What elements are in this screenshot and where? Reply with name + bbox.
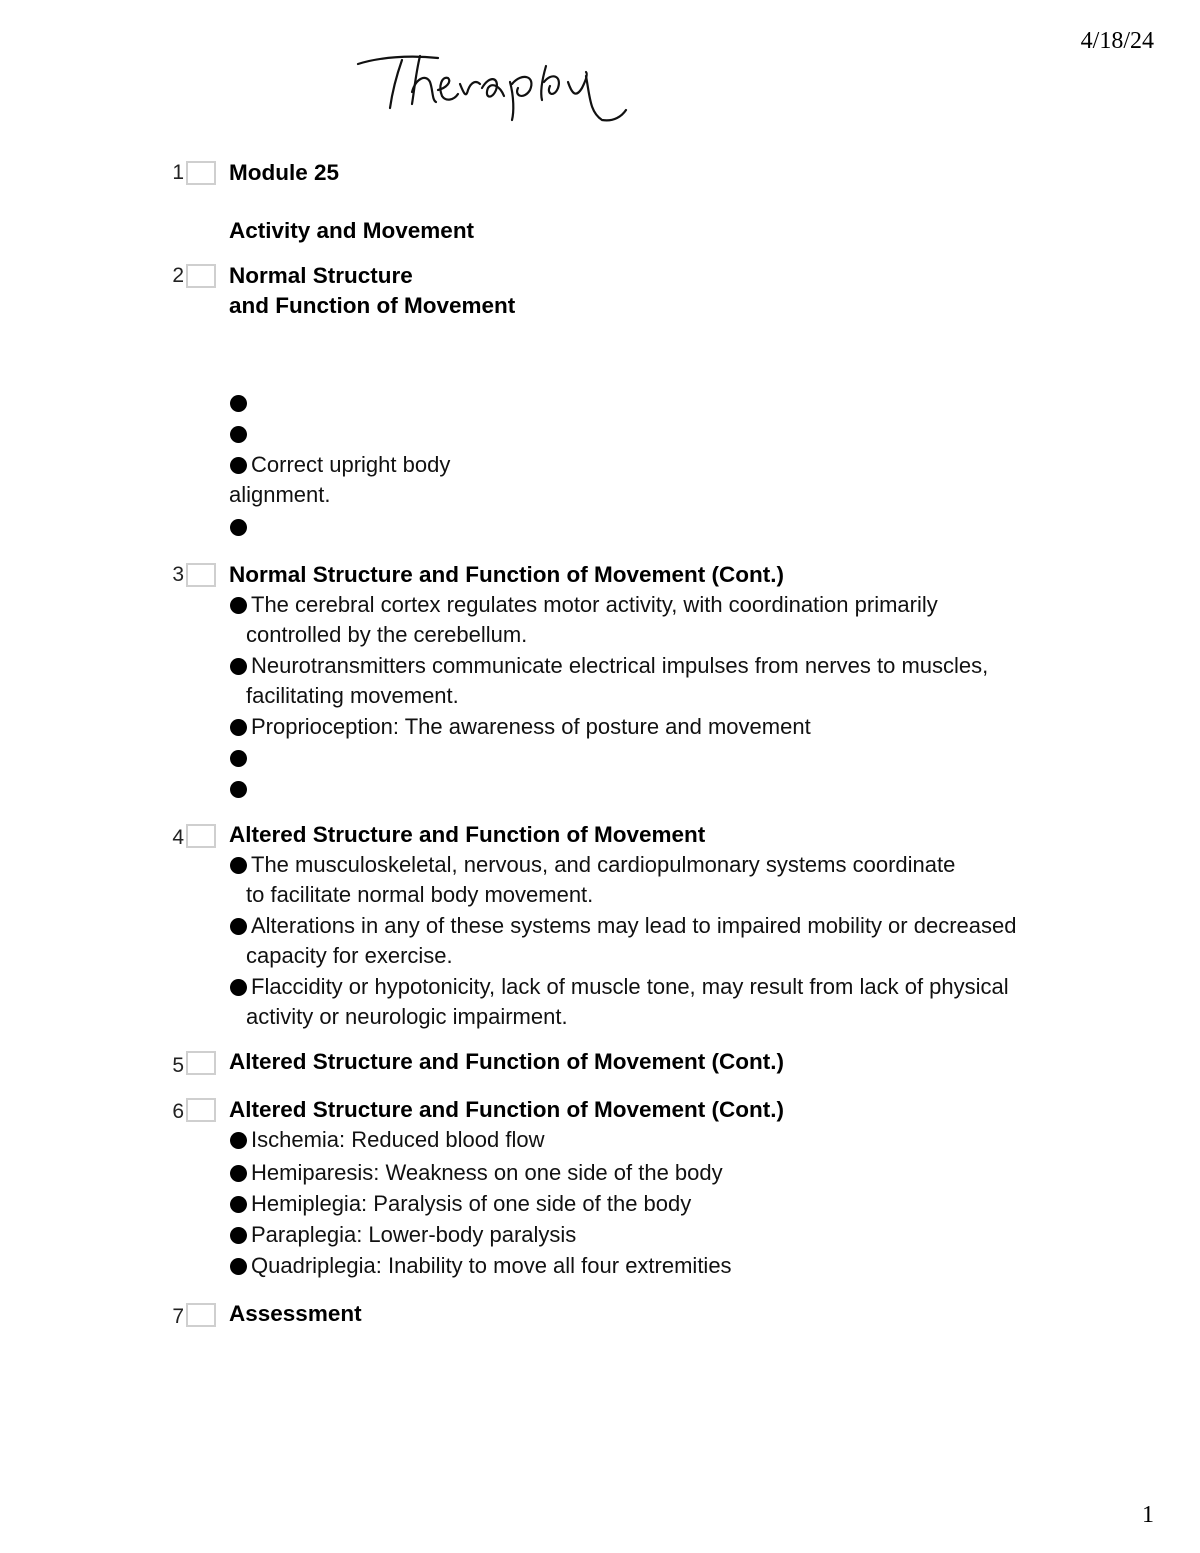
bullet-item [229, 388, 1049, 418]
bullet-dot [230, 979, 247, 996]
bullet-item: The cerebral cortex regulates motor activity, with coordination primarily controlled by the cerebellum. [229, 590, 966, 650]
slide-thumbnail-box[interactable] [186, 824, 216, 848]
slide-number: 6 [172, 1100, 184, 1123]
bullet-dot [230, 1132, 247, 1149]
slide-subtitle: Activity and Movement [229, 218, 475, 243]
bullet-item: Neurotransmitters communicate electrical impulses from nerves to muscles, facilitating movement. [229, 651, 1006, 711]
slide-number: 2 [172, 264, 184, 287]
bullet-dot [230, 519, 247, 536]
bullet-dot [230, 857, 247, 874]
bullet-item: Correct upright body alignment. [229, 452, 451, 507]
bullet-dot [230, 658, 247, 675]
bullet-dot [230, 719, 247, 736]
date: 4/18/24 [1080, 28, 1154, 54]
slide-thumbnail-box[interactable] [186, 1098, 216, 1122]
slide-thumbnail-box[interactable] [186, 264, 216, 288]
bullet-dot [230, 1227, 247, 1244]
bullet-dot [230, 918, 247, 935]
slide-number: 7 [172, 1305, 184, 1328]
slide-title: Normal Structure and Function of Movement (Cont.) [229, 562, 784, 587]
bullet-item: The musculoskeletal, nervous, and cardiopulmonary systems coordinate to facilitate normal body movement. [229, 850, 966, 910]
bullet-dot [230, 395, 247, 412]
bullet-item [229, 774, 1049, 804]
slide-thumbnail-box[interactable] [186, 1303, 216, 1327]
slide-thumbnail-box[interactable] [186, 1051, 216, 1075]
bullet-item: Quadriplegia: Inability to move all four extremities [229, 1251, 1049, 1281]
bullet-item: Ischemia: Reduced blood flow [229, 1125, 1049, 1155]
page-number: 1 [1142, 1502, 1154, 1528]
bullet-dot [230, 1165, 247, 1182]
slide-title: Altered Structure and Function of Movement [229, 822, 706, 847]
bullet-dot [230, 1258, 247, 1275]
handwritten-note [350, 42, 680, 122]
bullet-item: Proprioception: The awareness of posture and movement [229, 712, 1049, 742]
slide-number: 4 [172, 826, 184, 849]
slide-title: Assessment [229, 1301, 362, 1326]
slide-title-line-2: and Function of Movement [229, 293, 516, 318]
bullet-dot [230, 597, 247, 614]
bullet-dot [230, 781, 247, 798]
bullet-dot [230, 457, 247, 474]
bullet-item: Paraplegia: Lower-body paralysis [229, 1220, 1049, 1250]
slide-title: Altered Structure and Function of Movement (Cont.) [229, 1097, 784, 1122]
slide-title: Altered Structure and Function of Movement (Cont.) [229, 1049, 784, 1074]
slide-title: Module 25 [229, 160, 340, 185]
slide-thumbnail-box[interactable] [186, 563, 216, 587]
slide-title-line-1: Normal Structure [229, 263, 413, 288]
bullet-dot [230, 1196, 247, 1213]
bullet-dot [230, 750, 247, 767]
bullet-item: Flaccidity or hypotonicity, lack of muscle tone, may result from lack of physical activity or neurologic impairment. [229, 972, 1046, 1032]
bullet-item [229, 419, 1049, 449]
slide-number: 5 [172, 1054, 184, 1077]
slide-number: 1 [172, 161, 184, 184]
bullet-item [229, 743, 1049, 773]
bullet-item: Hemiparesis: Weakness on one side of the body [229, 1158, 1049, 1188]
bullet-item: Hemiplegia: Paralysis of one side of the body [229, 1189, 1049, 1219]
bullet-item [229, 512, 1049, 542]
bullet-item: Alterations in any of these systems may lead to impaired mobility or decreased capacity for exercise. [229, 911, 1036, 971]
slide-number: 3 [172, 563, 184, 586]
bullet-dot [230, 426, 247, 443]
slide-thumbnail-box[interactable] [186, 161, 216, 185]
